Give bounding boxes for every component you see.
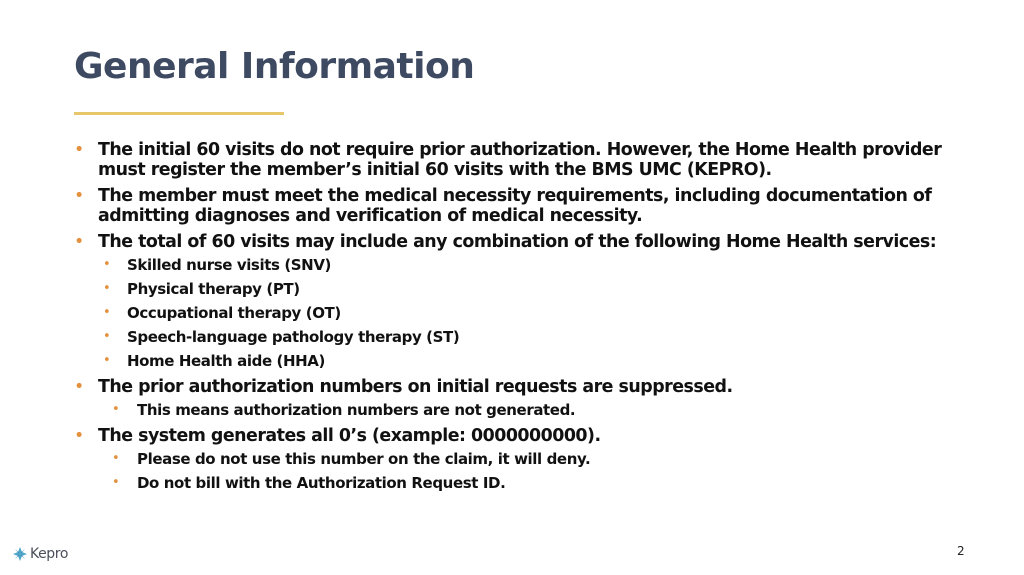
bullet-item — [74, 377, 974, 420]
bullet-marker: • — [103, 329, 111, 344]
sub-bullet-text: Skilled nurse visits (SNV) — [127, 256, 332, 274]
slide-title: General Information — [74, 46, 475, 87]
bullet-item — [74, 140, 974, 180]
kepro-logo — [12, 546, 68, 562]
sub-bullet-text: Do not bill with the Authorization Request ID. — [137, 474, 506, 492]
bullet-marker: • — [103, 305, 111, 320]
bullet-text: The prior authorization numbers on initial requests are suppressed. — [98, 377, 733, 397]
bullet-marker: • — [74, 232, 84, 252]
bullet-marker: • — [74, 186, 84, 206]
bullet-marker: • — [112, 402, 120, 417]
bullet-text: The total of 60 visits may include any combination of the following Home Health services: — [98, 232, 937, 252]
bullet-text: The member must meet the medical necessity requirements, including documentation of admitting diagnoses and verification of medical necessity. — [98, 186, 932, 226]
sub-bullet-item — [98, 449, 974, 469]
page-number: 2 — [957, 544, 965, 558]
sub-bullet-item — [98, 327, 974, 347]
bullet-marker: • — [112, 451, 120, 466]
bullet-marker: • — [74, 377, 84, 397]
bullet-marker: • — [74, 426, 84, 446]
sub-bullet-item — [98, 473, 974, 493]
bullet-item — [74, 232, 974, 371]
sub-bullet-item — [98, 303, 974, 323]
bullet-marker: • — [103, 257, 111, 272]
sub-bullet-text: Occupational therapy (OT) — [127, 304, 341, 322]
sub-bullet-list — [98, 400, 974, 420]
sub-bullet-list — [98, 255, 974, 371]
star-cross-icon — [12, 546, 28, 562]
bullet-list — [74, 140, 974, 499]
bullet-marker: • — [103, 281, 111, 296]
sub-bullet-item — [98, 279, 974, 299]
sub-bullet-item — [98, 400, 974, 420]
sub-bullet-text: Please do not use this number on the claim, it will deny. — [137, 450, 591, 468]
sub-bullet-list — [98, 449, 974, 493]
logo-text: Kepro — [30, 546, 68, 562]
bullet-marker: • — [103, 353, 111, 368]
bullet-marker: • — [112, 475, 120, 490]
sub-bullet-text: Speech-language pathology therapy (ST) — [127, 328, 460, 346]
sub-bullet-text: This means authorization numbers are not generated. — [137, 401, 576, 419]
bullet-item — [74, 426, 974, 493]
bullet-text: The system generates all 0’s (example: 0000000000). — [98, 426, 601, 446]
sub-bullet-text: Physical therapy (PT) — [127, 280, 300, 298]
bullet-item — [74, 186, 974, 226]
bullet-marker: • — [74, 140, 84, 160]
title-underline — [74, 112, 284, 115]
sub-bullet-item — [98, 255, 974, 275]
bullet-text: The initial 60 visits do not require prior authorization. However, the Home Health provider must register the member’s initial 60 visits with the BMS UMC (KEPRO). — [98, 140, 942, 180]
sub-bullet-text: Home Health aide (HHA) — [127, 352, 325, 370]
sub-bullet-item — [98, 351, 974, 371]
